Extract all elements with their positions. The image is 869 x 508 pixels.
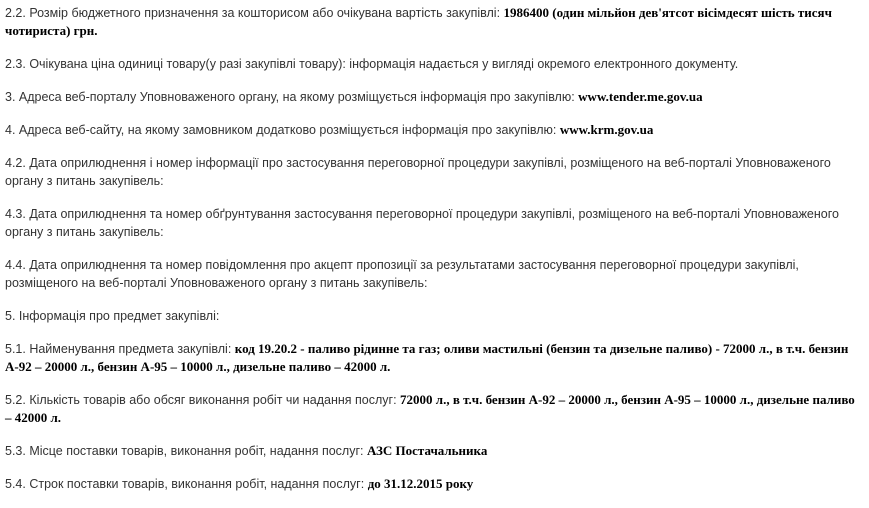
paragraph-4 [5, 121, 863, 139]
paragraph-5 [5, 307, 863, 325]
paragraph-label: 2.3. Очікувана ціна одиниці товару(у разі закупівлі товару): інформація надається у вигляді окремого електронного документу. [5, 57, 739, 71]
delivery-term: до 31.12.2015 року [367, 476, 474, 491]
paragraph-2-2 [5, 4, 863, 40]
paragraph-label: 4.3. Дата оприлюднення та номер обґрунтування застосування переговорної процедури закупівлі, розміщеного на веб-порталі Уповноваженого органу з питань закупівель: [5, 207, 839, 239]
paragraph-label: 5. Інформація про предмет закупівлі: [5, 309, 220, 323]
paragraph-label: 5.4. Строк поставки товарів, виконання робіт, надання послуг: [5, 477, 368, 491]
paragraph-label: 4.2. Дата оприлюднення і номер інформації про застосування переговорної процедури закупівлі, розміщеного на веб-порталі Уповноваженого органу з питань закупівель: [5, 156, 831, 188]
paragraph-label: 4. Адреса веб-сайту, на якому замовником додатково розміщується інформація про закупівлю: [5, 123, 560, 137]
procurement-document [5, 4, 863, 508]
paragraph-label: 2.2. Розмір бюджетного призначення за кошторисом або очікувана вартість закупівлі: [5, 6, 504, 20]
paragraph-label: 5.1. Найменування предмета закупівлі: [5, 342, 235, 356]
paragraph-label: 4.4. Дата оприлюднення та номер повідомлення про акцепт пропозиції за результатами застосування переговорної процедури закупівлі, розміщеного на веб-порталі Уповноваженого органу з питань закупівель: [5, 258, 799, 290]
paragraph-3 [5, 88, 863, 106]
paragraph-5-2 [5, 391, 863, 427]
paragraph-5-3 [5, 442, 863, 460]
paragraph-5-1 [5, 340, 863, 376]
paragraph-value: 1986400 (один мільйон дев'ятсот вісімдесят шість тисяч чотириста) грн. [5, 5, 832, 38]
paragraph-label: 5.3. Місце поставки товарів, виконання робіт, надання послуг: [5, 444, 367, 458]
paragraph-label: 3. Адреса веб-порталу Уповноваженого органу, на якому розміщується інформація про закупівлю: [5, 90, 579, 104]
website-address: www.krm.gov.ua [559, 122, 654, 137]
paragraph-5-4 [5, 475, 863, 493]
paragraph-4-3 [5, 205, 863, 241]
quantity-value: 72000 л., в т.ч. бензин А-92 – 20000 л., бензин А-95 – 10000 л., дизельне паливо – 42000 л. [5, 392, 855, 425]
procurement-item-name: код 19.20.2 - паливо рідинне та газ; оливи мастильні (бензин та дизельне паливо) - 72000 л., в т.ч. бензин А-92 – 20000 л., бензин А-95 – 10000 л., дизельне паливо – 42000 л. [5, 341, 849, 374]
paragraph-4-4 [5, 256, 863, 292]
paragraph-label: 5.2. Кількість товарів або обсяг виконання робіт чи надання послуг: [5, 393, 401, 407]
paragraph-2-3 [5, 55, 863, 73]
paragraph-4-2 [5, 154, 863, 190]
web-portal-address: www.tender.me.gov.ua [578, 89, 703, 104]
delivery-place: АЗС Постачальника [366, 443, 488, 458]
